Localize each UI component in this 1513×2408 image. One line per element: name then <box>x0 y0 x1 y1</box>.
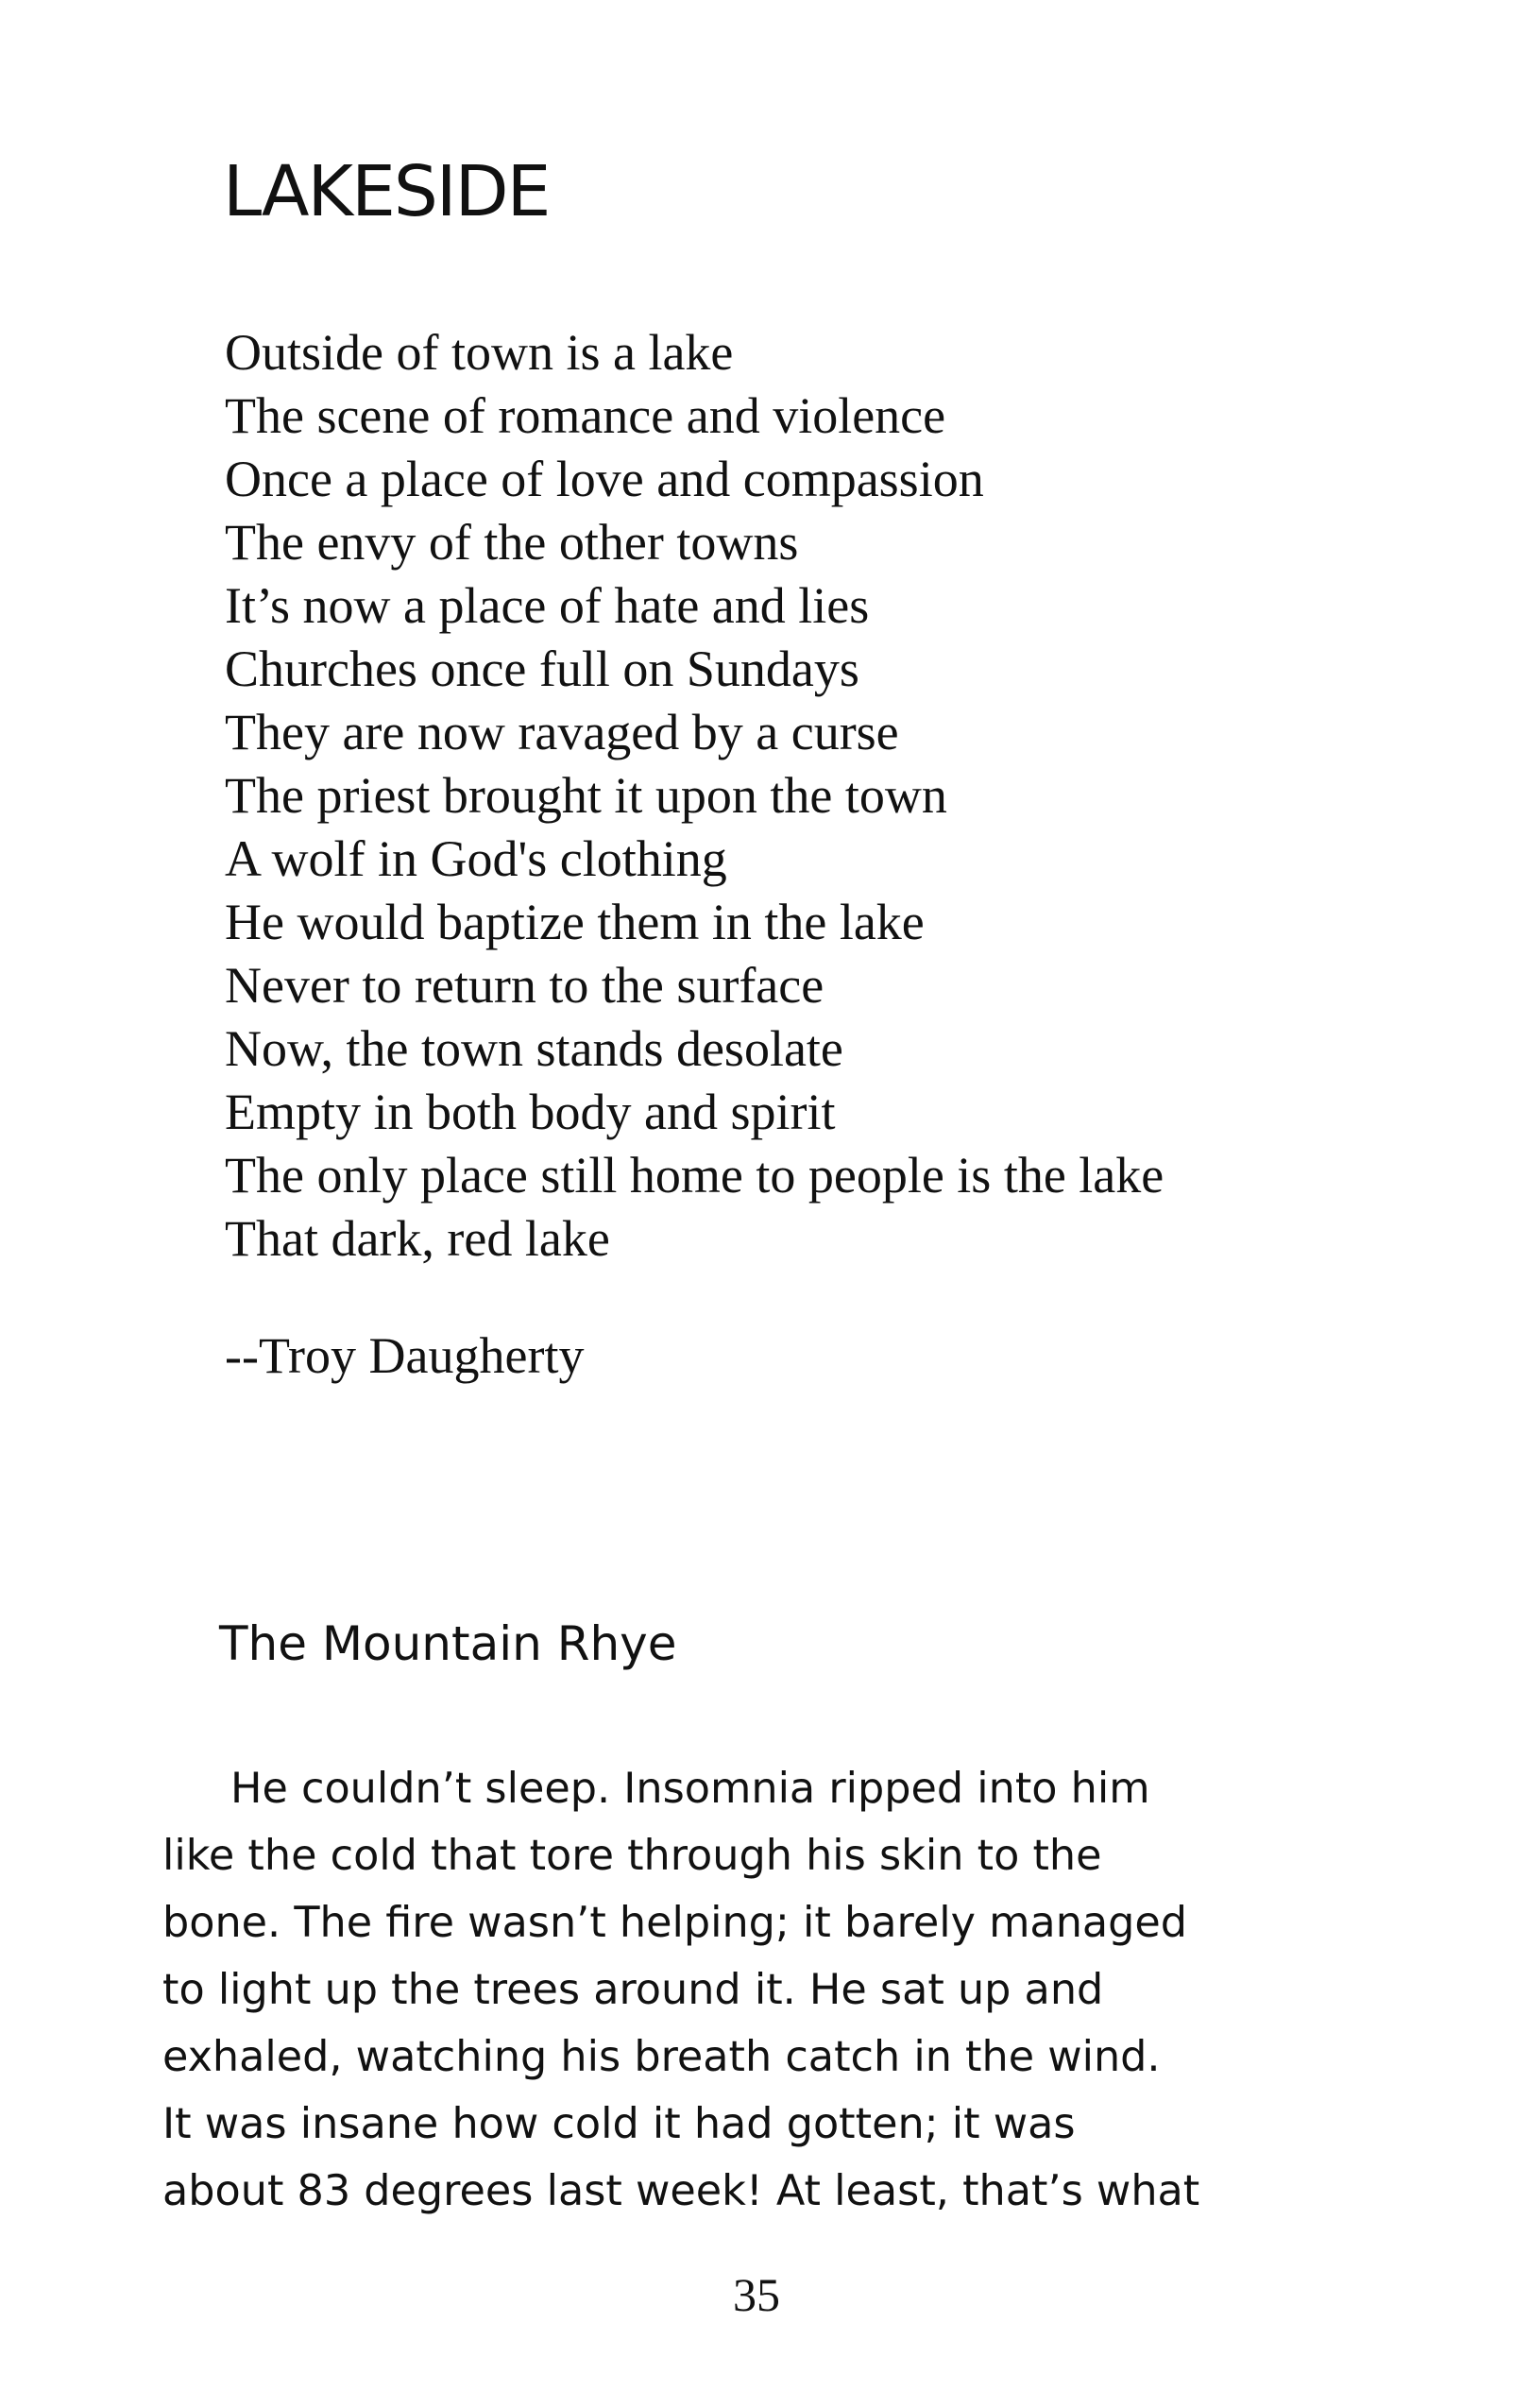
poem-line: The envy of the other towns <box>225 514 799 571</box>
poem-author: --Troy Daugherty <box>225 1327 585 1384</box>
poem-body <box>225 321 1358 1271</box>
story-line: bone. The fire wasn’t helping; it barely managed <box>162 1899 1188 1947</box>
poem-line: The priest brought it upon the town <box>225 767 947 824</box>
story-body <box>162 1755 1258 2225</box>
poem-line: A wolf in God's clothing <box>225 830 727 887</box>
poem-line: They are now ravaged by a curse <box>225 704 899 760</box>
story-line: It was insane how cold it had gotten; it was <box>162 2100 1076 2148</box>
poem-line: Once a place of love and compassion <box>225 451 984 507</box>
story-line: about 83 degrees last week! At least, that’s what <box>162 2167 1200 2215</box>
poem-line: Empty in both body and spirit <box>225 1084 836 1140</box>
poem-line: He would baptize them in the lake <box>225 894 925 950</box>
story-line: to light up the trees around it. He sat up and <box>162 1966 1104 2014</box>
poem-line: The only place still home to people is the lake <box>225 1147 1164 1204</box>
poem-line: Now, the town stands desolate <box>225 1020 843 1077</box>
poem-line: That dark, red lake <box>225 1210 610 1267</box>
page-number: 35 <box>733 2268 780 2321</box>
story-line: exhaled, watching his breath catch in the wind. <box>162 2033 1161 2081</box>
story-title: The Mountain Rhye <box>219 1616 677 1671</box>
poem-title: LAKESIDE <box>223 151 550 232</box>
poem-line: Churches once full on Sundays <box>225 640 859 697</box>
poem-line: The scene of romance and violence <box>225 387 946 444</box>
poem-line: Outside of town is a lake <box>225 324 734 381</box>
poem-line: Never to return to the surface <box>225 957 824 1014</box>
story-line: like the cold that tore through his skin to the <box>162 1832 1102 1880</box>
story-line: He couldn’t sleep. Insomnia ripped into him <box>230 1765 1150 1813</box>
poem-line: It’s now a place of hate and lies <box>225 577 870 634</box>
